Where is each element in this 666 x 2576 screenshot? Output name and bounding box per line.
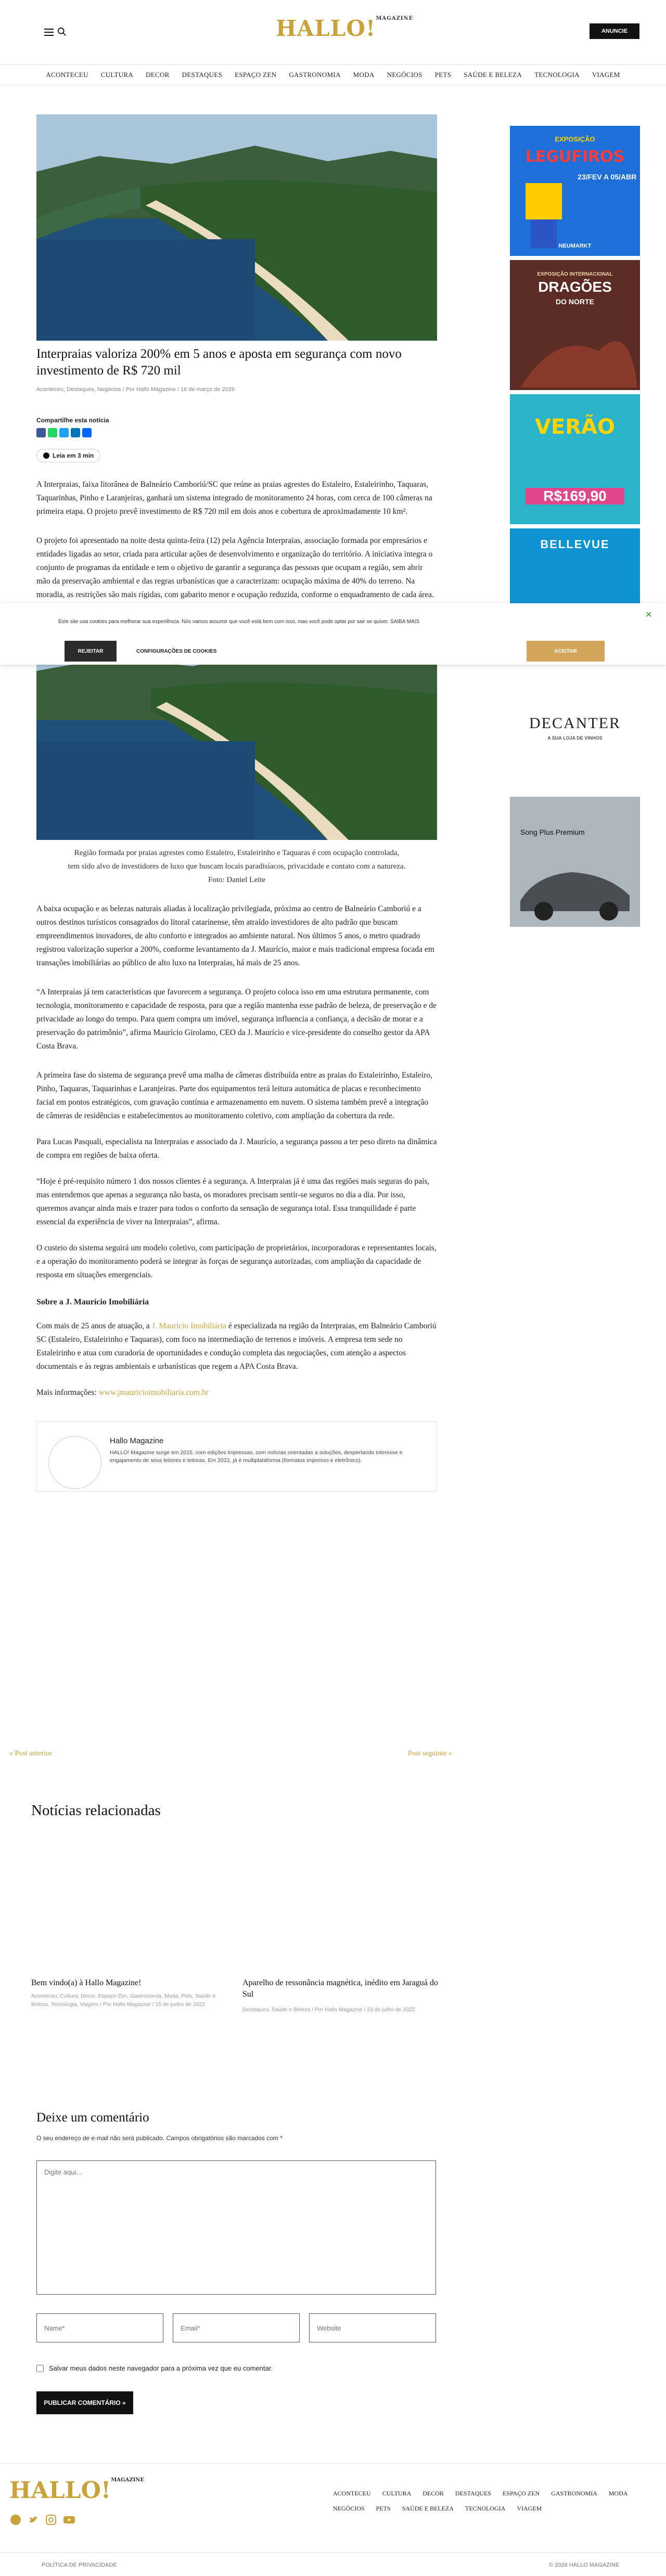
nav-item-7[interactable]: NEGÓCIOS bbox=[387, 71, 422, 79]
article-title: Interpraias valoriza 200% em 5 anos e aposta em segurança com novo investimento de R$ 720 mil bbox=[36, 347, 402, 378]
company-link[interactable]: J. Maurício Imobiliária bbox=[151, 1322, 227, 1330]
site-header bbox=[0, 0, 666, 62]
author-name[interactable]: Hallo Magazine bbox=[110, 1436, 164, 1445]
ad-banner-bellevue[interactable]: BELLEVUE bbox=[510, 528, 640, 658]
next-post-link[interactable]: Post seguinte » bbox=[408, 1750, 452, 1757]
ad-banner-legufiros[interactable]: EXPOSIÇÃO LEGUFIROS 23/FEV A 05/ABR NEUMARKT bbox=[510, 126, 640, 256]
share-title: Compartilhe esta notícia bbox=[36, 417, 109, 424]
site-logo[interactable]: HALLO!$^{MAGAZINE}$ bbox=[276, 16, 414, 41]
footer-nav-item-1[interactable]: CULTURA bbox=[382, 2490, 412, 2497]
nav-item-10[interactable]: TECNOLOGIA bbox=[534, 71, 580, 79]
nav-item-4[interactable]: ESPAÇO ZEN bbox=[235, 71, 277, 79]
paragraph: A Interpraias, faixa litorânea de Balneário Camboriú/SC que reúne as praias agrestes do Estaleiro, Estaleirinho, Taquaras, Taquarinhas, Pinho e Laranjeiras, ganhará um sistema integrado de monitoramento 24 horas, com cerca de 100 câmeras na primeira etapa. O projeto prevê investimento de R$ 720 mil em dois anos e cobertura de aproximadamente 10 km². bbox=[36, 480, 432, 516]
nav-item-11[interactable]: VIAGEM bbox=[592, 71, 620, 79]
sidebar-ads bbox=[510, 126, 640, 931]
clock-icon bbox=[43, 452, 49, 459]
instagram-icon[interactable] bbox=[46, 2515, 56, 2525]
paragraph: A primeira fase do sistema de segurança prevê uma malha de câmeras distribuída entre as praias do Estaleirinho, Estaleiro, Pinho, Taquaras, Taquarinhas e Laranjeiras. Parte dos equipamentos terá leitura automática de placas e reconhecimento facial em pontos estratégicos, com gravação contínua e armazenamento em nuvem. O sistema também prevê a integração de câmeras de residências e estabelecimentos ao monitoramento coletivo, com ampliação da cobertura da rede. bbox=[36, 1071, 432, 1120]
nav-item-3[interactable]: DESTAQUES bbox=[182, 71, 223, 79]
related-card-title[interactable]: Aparelho de ressonância magnética, inédito em Jaraguá do Sul bbox=[242, 1978, 438, 1999]
nav-item-1[interactable]: CULTURA bbox=[100, 71, 134, 79]
footer-nav-item-3[interactable]: DESTAQUES bbox=[455, 2490, 491, 2497]
footer-nav-item-6[interactable]: MODA bbox=[608, 2490, 628, 2497]
ad-banner-decanter[interactable]: DECANTER A SUA LOJA DE VINHOS bbox=[510, 663, 640, 793]
related-card[interactable] bbox=[31, 1862, 234, 2008]
search-icon[interactable] bbox=[57, 27, 67, 36]
paragraph: A baixa ocupação e as belezas naturais aliadas à localização privilegiada, próxima ao centro de Balneário Camboriú e a outros destinos turísticos consagrados do litoral catarinense, têm atraído investidores de alto padrão que buscam empreendimentos inovadores, de alto conforto e integrados ao ambiente natural. Nos últimos 5 anos, o metro quadrado registrou valorização superior a 200%, conforme levantamento da J. Maurício, maior e mais tradicional empresa focada em transações imobiliárias ao público de alto luxo na Interpraias, há mais de 25 anos. bbox=[36, 904, 434, 967]
cookie-settings-button[interactable]: CONFIGURAÇÕES DE COOKIES bbox=[136, 641, 240, 662]
save-info-checkbox-row[interactable]: Salvar meus dados neste navegador para a próxima vez que eu comentar. bbox=[36, 2364, 273, 2372]
about-paragraph: Com mais de 25 anos de atuação, a J. Maurício Imobiliária é especializada na região da Interpraias, em Balneário Camboriú SC (Estaleiro, Estaleirinho e Taquaras), com foco na intermediação de terrenos e imóveis. A empresa tem sede no Estaleirinho e atua com curadoria de oportunidades e condução completa das negociações, com atenção a aspectos documentais e às regras ambientais e urbanísticas que regem a APA Costa Brava. bbox=[36, 1322, 437, 1371]
nav-item-2[interactable]: DECOR bbox=[146, 71, 170, 79]
close-icon[interactable]: ✕ bbox=[645, 611, 652, 619]
more-info: Mais informações: www.jmauricioimobiliaria.com.br bbox=[36, 1388, 209, 1397]
ad-banner-dragoes[interactable]: EXPOSIÇÃO INTERNACIONAL DRAGÕES DO NORTE bbox=[510, 260, 640, 390]
facebook-share-icon[interactable] bbox=[36, 428, 46, 437]
main-nav bbox=[0, 64, 666, 85]
email-field[interactable] bbox=[173, 2313, 300, 2342]
comment-note: O seu endereço de e-mail não será publicado. Campos obrigatórios são marcados com * bbox=[36, 2134, 283, 2142]
related-title: Notícias relacionadas bbox=[31, 1802, 161, 1819]
save-info-checkbox[interactable] bbox=[36, 2365, 44, 2372]
nav-item-5[interactable]: GASTRONOMIA bbox=[289, 71, 341, 79]
footer-nav-item-2[interactable]: DECOR bbox=[422, 2490, 444, 2497]
article bbox=[36, 114, 437, 1492]
submit-comment-button[interactable]: PUBLICAR COMENTÁRIO » bbox=[36, 2391, 133, 2414]
ad-banner-car[interactable]: Song Plus Premium bbox=[510, 797, 640, 927]
cookie-text: Este site usa cookies para melhorar sua experiência. Nós vamos assumir que você está bem com isso, mas você pode optar por sair se quiser. SAIBA MAIS bbox=[58, 619, 420, 625]
related-card[interactable] bbox=[242, 1862, 445, 2013]
related-card-title[interactable]: Bem vindo(a) à Hallo Magazine! bbox=[31, 1978, 142, 1987]
privacy-policy-link[interactable]: POLÍTICA DE PRIVACIDADE bbox=[42, 2562, 117, 2568]
footer-nav-item-7[interactable]: NEGÓCIOS bbox=[333, 2505, 365, 2512]
accept-cookies-button[interactable]: ACEITAR bbox=[527, 641, 605, 662]
footer-nav-item-10[interactable]: TECNOLOGIA bbox=[465, 2505, 506, 2512]
nav-item-8[interactable]: PETS bbox=[434, 71, 452, 79]
paragraph: Para Lucas Pasquali, especialista na Interpraias e associado da J. Maurício, a segurança passou a ter peso direto na dinâmica de compra em regiões de baixa oferta. bbox=[36, 1137, 437, 1160]
share-icons bbox=[36, 428, 437, 437]
footer-nav-item-11[interactable]: VIAGEM bbox=[517, 2505, 542, 2512]
image-caption: Região formada por praias agrestes como Estaleiro, Estaleirinho e Taquaras é com ocupação controlada, tem sido alvo de investidores de luxo que buscam locais paradisíacos, privacidade e contato com a natureza. Foto: Daniel Leite bbox=[68, 849, 406, 884]
comment-title: Deixe um comentário bbox=[36, 2111, 149, 2125]
author-bio: HALLO! Magazine surge em 2015, com edições impressas, com notícias orientadas a soluções, despertando interesse e engajamento de seus leitores e leitoras. Em 2022, já é multiplataforma (formatos impresso e eletrônico). bbox=[110, 1449, 403, 1464]
paragraph: O custeio do sistema seguirá um modelo coletivo, com participação de proprietários, incorporadoras e representantes locais, e a operação do monitoramento poderá se integrar às forças de segurança autorizadas, com ampliação da capacidade de resposta em situações emergenciais. bbox=[36, 1244, 437, 1279]
twitter-icon[interactable] bbox=[28, 2515, 39, 2525]
author-box bbox=[36, 1421, 437, 1492]
footer-nav-item-0[interactable]: ACONTECEU bbox=[333, 2490, 371, 2497]
twitter-share-icon[interactable] bbox=[59, 428, 69, 437]
more-share-icon[interactable] bbox=[82, 428, 92, 437]
nav-item-0[interactable]: ACONTECEU bbox=[46, 71, 88, 79]
hero-image bbox=[36, 114, 437, 341]
footer-nav-item-8[interactable]: PETS bbox=[376, 2505, 391, 2512]
site-footer bbox=[0, 2463, 666, 2575]
paragraph: O projeto foi apresentado na noite desta quinta-feira (12) pela Agência Interpraias, associação formada por empresários e entidades ligadas ao setor, criada para articular ações de desenvolvimento e organização do território. A iniciativa integra o conjunto de programas da entidade e tem o objetivo de garantir a segurança das pessoas que ocupam a região, sem abrir mão da preservação ambiental e das regras urbanísticas que a caracterizam: ocupação máxima de 40% do terreno. Na moradia, as restrições são mais rígidas, com gabarito menor e ocupação reduzida, conforme o enquadramento de cada área. bbox=[36, 536, 434, 599]
announce-button[interactable]: ANUNCIE bbox=[590, 23, 639, 39]
avatar bbox=[48, 1436, 101, 1489]
copyright: © 2026 HALLO MAGAZINE bbox=[549, 2562, 620, 2568]
article-meta: Aconteceu, Destaques, Negócios / Por Hallo Magazine / 16 de março de 2026 bbox=[36, 386, 235, 393]
footer-bottom bbox=[0, 2552, 666, 2576]
youtube-icon[interactable] bbox=[63, 2515, 75, 2525]
paragraph: “Hoje é pré-requisito número 1 dos nossos clientes é a segurança. A Interpraias já é uma das regiões mais seguras do país, mas entendemos que apenas a segurança não basta, os moradores precisam sentir-se seguros no dia a dia. Por isso, queremos avançar ainda mais e trazer para todos o conforto da sensação de segurança total. Essa tranquilidade é parte essencial da experiência de viver na Interpraias”, afirma. bbox=[36, 1177, 430, 1226]
website-field[interactable] bbox=[309, 2313, 436, 2342]
facebook-icon[interactable] bbox=[10, 2515, 21, 2525]
footer-nav bbox=[333, 2490, 645, 2513]
comment-textarea[interactable] bbox=[36, 2160, 436, 2295]
footer-nav-item-9[interactable]: SAÚDE E BELEZA bbox=[402, 2505, 454, 2512]
linkedin-share-icon[interactable] bbox=[71, 428, 80, 437]
footer-nav-item-4[interactable]: ESPAÇO ZEN bbox=[502, 2490, 540, 2497]
nav-item-6[interactable]: MODA bbox=[353, 71, 375, 79]
reject-cookies-button[interactable]: REJEITAR bbox=[65, 641, 117, 662]
cookie-banner bbox=[0, 603, 666, 665]
whatsapp-share-icon[interactable] bbox=[48, 428, 57, 437]
previous-post-link[interactable]: « Post anterior bbox=[9, 1750, 52, 1757]
website-link[interactable]: www.jmauricioimobiliaria.com.br bbox=[98, 1388, 209, 1397]
name-field[interactable] bbox=[36, 2313, 163, 2342]
related-card-meta: Aconteceu, Cultura, Decor, Espaço Zen, Gastronomia, Moda, Pets, Saúde e Beleza, Tecnologia, Viagem / Por Hallo Magazine / 15 de junho de 2022 bbox=[31, 1993, 216, 2008]
nav-item-9[interactable]: SAÚDE E BELEZA bbox=[464, 71, 522, 79]
social-links bbox=[10, 2515, 75, 2525]
footer-nav-item-5[interactable]: GASTRONOMIA bbox=[551, 2490, 597, 2497]
hamburger-menu-icon[interactable] bbox=[44, 29, 54, 36]
ad-banner-verao[interactable]: VERÃO R$169,90 bbox=[510, 394, 640, 524]
paragraph: “A Interpraias já tem características que favorecem a segurança. O projeto coloca isso em uma estrutura permanente, com tecnologia, monitoramento e capacidade de resposta, para que a região mantenha esse padrão de beleza, de preservação e de privacidade ao longo do tempo. Para quem compra um imóvel, segurança influencia a confiança, a decisão de morar e a preservação do patrimônio”, afirma Maurício Girolamo, CEO da J. Maurício e vice-presidente do conselho gestor da APA Costa Brava. bbox=[36, 988, 437, 1051]
related-card-meta: Destaques, Saúde e Beleza / Por Hallo Magazine / 23 de julho de 2022 bbox=[242, 2007, 415, 2013]
about-heading: Sobre a J. Maurício Imobiliária bbox=[36, 1298, 149, 1306]
read-time-badge: Leia em 3 min bbox=[36, 449, 100, 462]
footer-logo[interactable]: HALLO!$^{MAGAZINE}$ bbox=[9, 2477, 145, 2504]
